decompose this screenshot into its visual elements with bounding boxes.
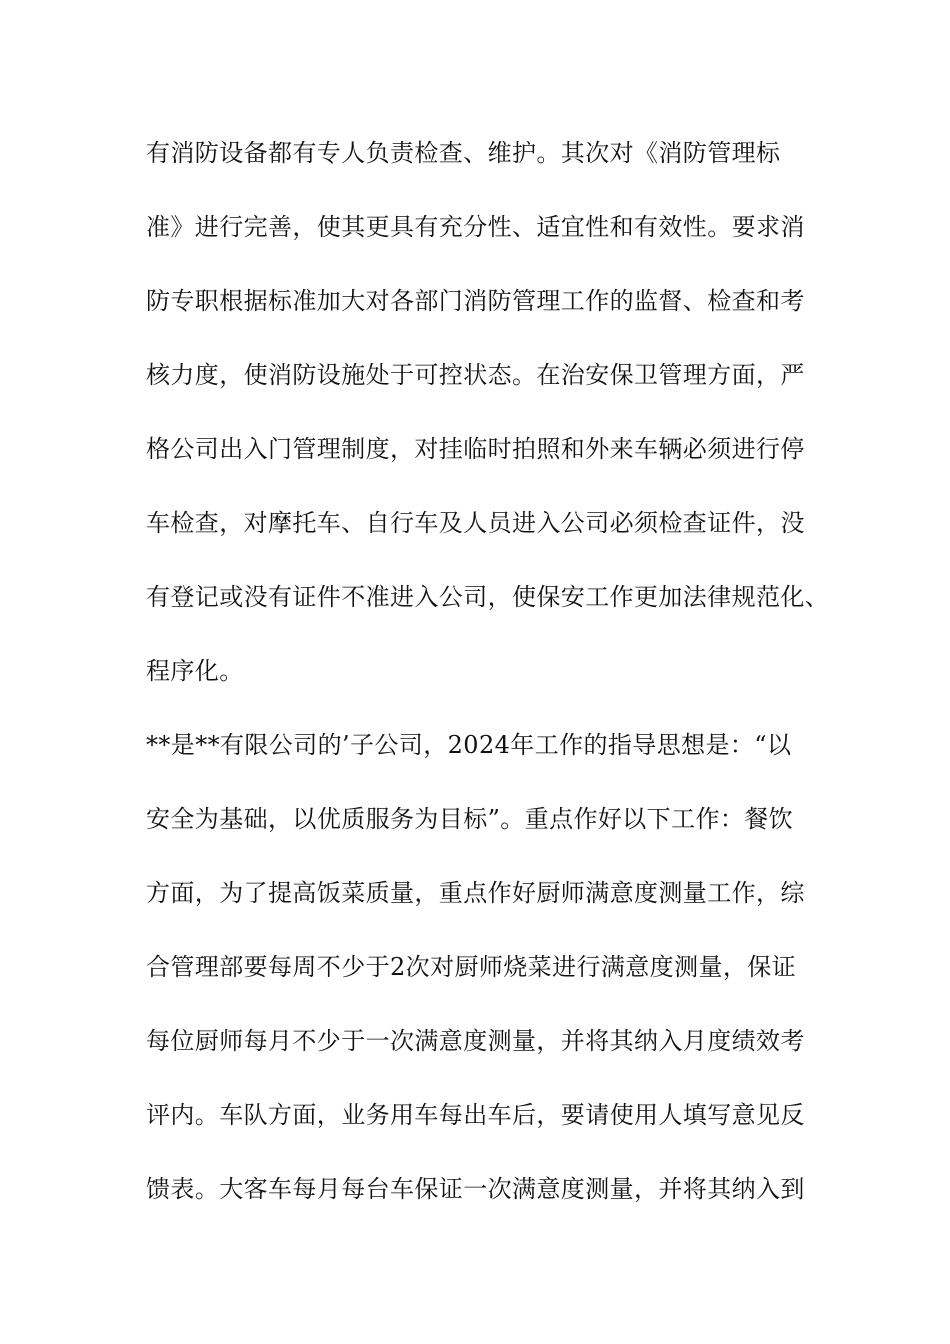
text-line: 有消防设备都有专人负责检查、维护。其次对《消防管理标 [146,139,781,167]
text-line: 核力度，使消防设施处于可控状态。在治安保卫管理方面，严 [146,361,805,389]
text-line: 馈表。大客车每月每台车保证一次满意度测量，并将其纳入到 [146,1175,805,1203]
text-line: 每位厨师每月不少于一次满意度测量，并将其纳入月度绩效考 [146,1027,805,1055]
text-line: 有登记或没有证件不准进入公司，使保安工作更加法律规范化、 [146,583,830,611]
text-line: 合管理部要每周不少于2次对厨师烧菜进行满意度测量，保证 [146,953,797,981]
text-line: 安全为基础，以优质服务为目标”。重点作好以下工作：餐饮 [146,805,794,833]
text-line: 程序化。 [146,657,244,685]
body-text [146,132,846,1242]
text-line: 车检查，对摩托车、自行车及人员进入公司必须检查证件，没 [146,509,805,537]
text-line: 格公司出入门管理制度，对挂临时拍照和外来车辆必须进行停 [146,435,805,463]
text-line: 防专职根据标准加大对各部门消防管理工作的监督、检查和考 [146,287,805,315]
text-line: 方面，为了提高饭菜质量，重点作好厨师满意度测量工作，综 [146,879,805,907]
text-line: 准》进行完善，使其更具有充分性、适宜性和有效性。要求消 [146,213,805,241]
text-line: 评内。车队方面，业务用车每出车后，要请使用人填写意见反 [146,1101,805,1129]
text-line: **是**有限公司的’子公司，2024年工作的指导思想是：“以 [146,731,792,759]
